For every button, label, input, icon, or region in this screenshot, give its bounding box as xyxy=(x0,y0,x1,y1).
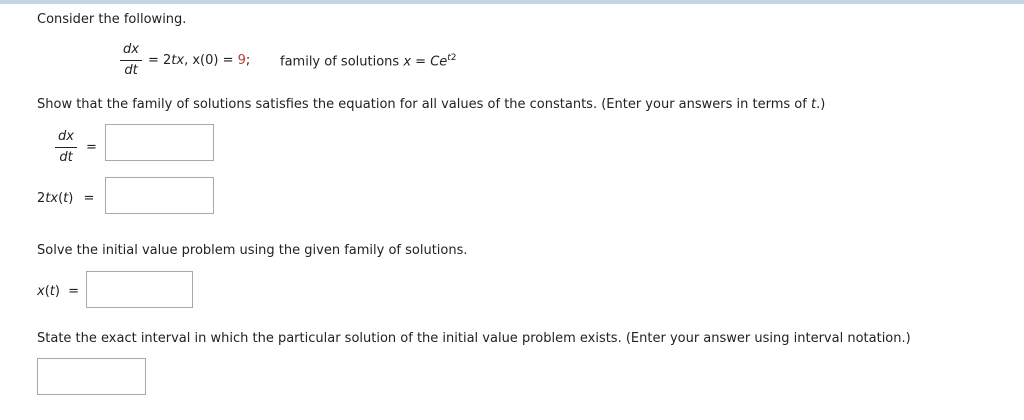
family-exp-power: 2 xyxy=(450,53,457,63)
xt-label-x: x xyxy=(37,284,45,299)
rhs-prefix: = 2 xyxy=(148,53,172,68)
equation-denominator: dt xyxy=(124,63,138,78)
family-of-solutions xyxy=(280,53,457,69)
initial-value: 9 xyxy=(237,53,246,68)
dxdt-answer-input[interactable] xyxy=(105,124,214,161)
equation-rhs xyxy=(148,53,250,68)
xt-label xyxy=(37,284,79,299)
part3-prompt: State the exact interval in which the particular solution of the initial value problem exists. (Enter your answer using interval notation.) xyxy=(37,331,911,346)
fraction-bar xyxy=(120,60,142,61)
dxdt-label xyxy=(55,129,77,166)
rhs-var: tx xyxy=(171,53,185,68)
interval-answer-input[interactable] xyxy=(37,358,146,395)
family-label: family of solutions xyxy=(280,54,400,70)
xt-answer-input[interactable] xyxy=(86,271,193,308)
top-border xyxy=(0,0,1024,4)
part1-prompt-end: .) xyxy=(816,97,826,112)
rhs-equals: = xyxy=(83,191,95,206)
rhs-end: ; xyxy=(245,53,251,68)
rhs-label-paren-close: ) xyxy=(68,191,74,206)
dxdt-denominator: dt xyxy=(59,150,73,165)
equation-derivative xyxy=(120,42,142,79)
family-eq: = xyxy=(411,54,431,70)
part2-prompt: Solve the initial value problem using the given family of solutions. xyxy=(37,243,468,258)
xt-equals: = xyxy=(68,284,80,299)
rhs-label-t: t xyxy=(63,191,69,206)
dxdt-numerator: dx xyxy=(58,129,74,144)
rhs-label-paren-open: ( xyxy=(58,191,64,206)
rhs-label-coef: 2 xyxy=(37,191,46,206)
family-var: x xyxy=(403,54,412,70)
dxdt-equals: = xyxy=(86,140,97,155)
intro-text: Consider the following. xyxy=(37,12,187,27)
part1-prompt-main: Show that the family of solutions satisfies the equation for all values of the constants. (Enter your answers in terms of xyxy=(37,97,811,112)
fraction-bar xyxy=(55,147,77,148)
xt-label-t: t xyxy=(49,284,55,299)
part1-prompt xyxy=(37,97,825,112)
rhs-label xyxy=(37,191,94,206)
xt-label-paren-close: ) xyxy=(54,284,60,299)
rhs-answer-input[interactable] xyxy=(105,177,214,214)
equation-numerator: dx xyxy=(123,42,139,57)
xt-label-paren-open: ( xyxy=(44,284,50,299)
rhs-label-var: tx xyxy=(45,191,59,206)
family-c: Ce xyxy=(430,54,448,70)
family-exp: t xyxy=(447,53,451,63)
rhs-mid: , x(0) = xyxy=(184,53,238,68)
part1-prompt-var: t xyxy=(810,97,817,112)
